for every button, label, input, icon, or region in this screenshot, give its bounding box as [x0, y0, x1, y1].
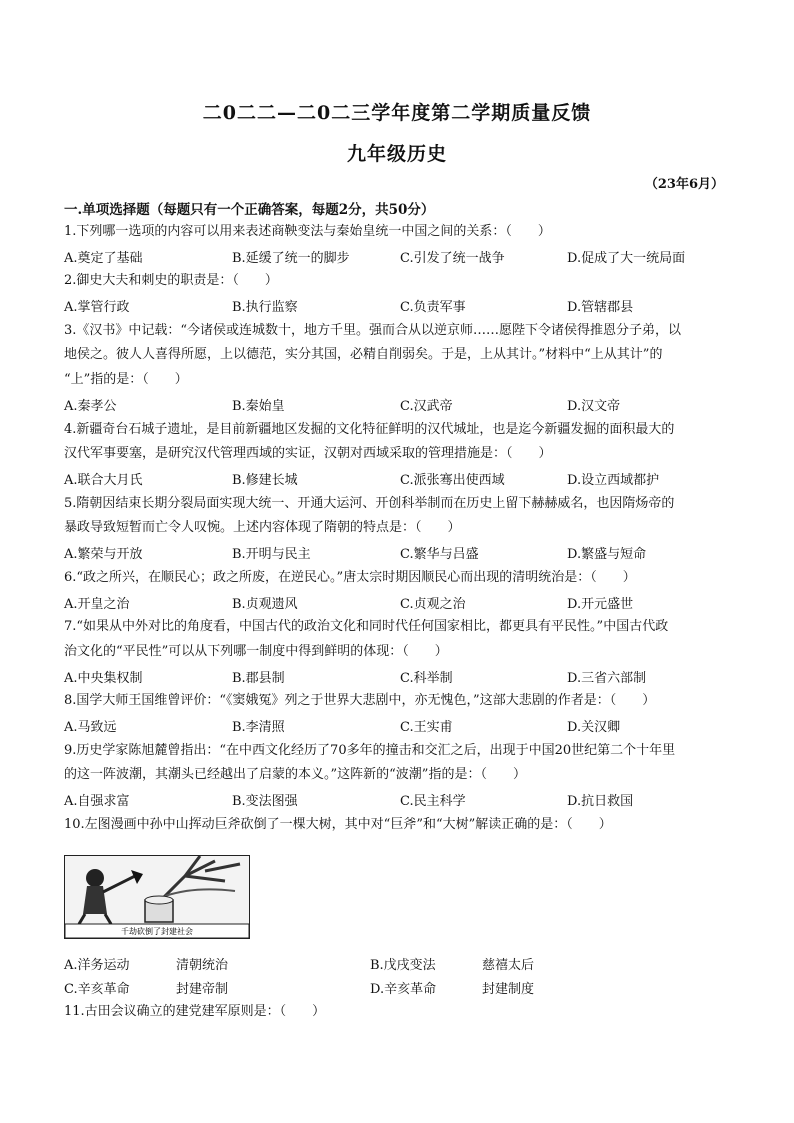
question-7-line-2: 治文化的“平民性”可以从下列哪一制度中得到鲜明的体现：（ ） — [64, 644, 448, 659]
section-heading: 一.单项选择题（每题只有一个正确答案，每题2分，共50分） — [64, 202, 435, 218]
question-8-option-d[interactable]: D.关汉卿 — [567, 720, 621, 735]
q10-option-d-detail: 封建制度 — [482, 982, 535, 997]
question-7-option-d[interactable]: D.三省六部制 — [567, 671, 647, 686]
q10-option-b-detail: 慈禧太后 — [482, 958, 535, 973]
question-6-option-d[interactable]: D.开元盛世 — [567, 597, 634, 612]
question-4-option-b[interactable]: B.修建长城 — [232, 473, 298, 488]
question-6-option-c[interactable]: C.贞观之治 — [400, 597, 466, 612]
question-8-line-1: 8.国学大师王国维曾评价：“《窦娥冤》列之于世界大悲剧中，亦无愧色，”这部大悲剧的作者是：（ ） — [64, 693, 656, 708]
question-3-line-1: 3.《汉书》中记载：“今诸侯或连城数十，地方千里。强而合从以逆京师……愿陛下令诸侯得推恩分子弟，以 — [64, 323, 682, 338]
question-7-option-c[interactable]: C.科举制 — [400, 671, 453, 686]
question-2-option-b[interactable]: B.执行监察 — [232, 300, 298, 315]
question-3-option-d[interactable]: D.汉文帝 — [567, 399, 621, 414]
question-4-option-a[interactable]: A.联合大月氏 — [64, 473, 143, 488]
question-1-option-a[interactable]: A.奠定了基础 — [64, 251, 143, 266]
question-4-line-1: 4.新疆奇台石城子遗址，是目前新疆地区发掘的文化特征鲜明的汉代城址，也是迄今新疆发掘的面积最大的 — [64, 422, 675, 437]
question-10-line-1: 10.左图漫画中孙中山挥动巨斧砍倒了一棵大树，其中对“巨斧”和“大树”解读正确的是：（ ） — [64, 817, 612, 832]
question-9-line-1: 9.历史学家陈旭麓曾指出：“在中西文化经历了70多年的撞击和交汇之后，出现于中国20世纪第二个十年里 — [64, 743, 676, 758]
question-3-option-c[interactable]: C.汉武帝 — [400, 399, 453, 414]
question-7-option-a[interactable]: A.中央集权制 — [64, 671, 143, 686]
exam-title: 二0二二—二0二三学年度第二学期质量反馈 — [202, 102, 592, 124]
question-9-line-2: 的这一阵波潮，其潮头已经越出了启蒙的本义。”这阵新的“波潮”指的是：（ ） — [64, 767, 526, 782]
question-11: 11.古田会议确立的建党建军原则是：（ ） — [64, 1004, 326, 1019]
question-5-line-1: 5.隋朝因结束长期分裂局面实现大统一、开通大运河、开创科举制而在历史上留下赫赫威名，也因隋炀帝的 — [64, 496, 675, 511]
q10-option-d[interactable]: D.辛亥革命 — [370, 982, 437, 997]
question-2-option-d[interactable]: D.管辖郡县 — [567, 300, 634, 315]
question-5-option-c[interactable]: C.繁华与吕盛 — [400, 547, 479, 562]
question-8-option-c[interactable]: C.王实甫 — [400, 720, 453, 735]
cartoon-drawing — [65, 856, 249, 938]
question-9-option-b[interactable]: B.变法图强 — [232, 794, 298, 809]
question-5-option-d[interactable]: D.繁盛与短命 — [567, 547, 647, 562]
exam-date: （23年6月） — [644, 177, 724, 192]
q10-option-a-detail: 清朝统治 — [176, 958, 229, 973]
question-5-line-2: 暴政导致短暂而亡令人叹惋。上述内容体现了隋朝的特点是：（ ） — [64, 520, 461, 535]
question-1-option-d[interactable]: D.促成了大一统局面 — [567, 251, 686, 266]
question-9-option-c[interactable]: C.民主科学 — [400, 794, 466, 809]
q10-option-c[interactable]: C.辛亥革命 — [64, 982, 130, 997]
question-3-option-a[interactable]: A.秦孝公 — [64, 399, 117, 414]
question-5-option-a[interactable]: A.繁荣与开放 — [64, 547, 143, 562]
question-2-option-a[interactable]: A.掌管行政 — [64, 300, 130, 315]
question-1-line-1: 1.下列哪一选项的内容可以用来表述商鞅变法与秦始皇统一中国之间的关系：（ ） — [64, 224, 551, 239]
exam-subtitle: 九年级历史 — [346, 143, 447, 165]
question-4-line-2: 汉代军事要塞，是研究汉代管理西域的实证，汉朝对西域采取的管理措施是：（ ） — [64, 446, 552, 461]
question-3-option-b[interactable]: B.秦始皇 — [232, 399, 285, 414]
q10-option-a[interactable]: A.洋务运动 — [64, 958, 130, 973]
question-2-option-c[interactable]: C.负责军事 — [400, 300, 466, 315]
cartoon-caption: 千劫砍倒了封建社会 — [121, 927, 193, 936]
question-1-option-b[interactable]: B.延缓了统一的脚步 — [232, 251, 350, 266]
question-4-option-d[interactable]: D.设立西域都护 — [567, 473, 660, 488]
question-3-line-3: “上”指的是：（ ） — [64, 372, 188, 387]
question-7-line-1: 7.“如果从中外对比的角度看，中国古代的政治文化和同时代任何国家相比，都更具有平民性。”中国古代政 — [64, 619, 669, 634]
question-7-option-b[interactable]: B.郡县制 — [232, 671, 285, 686]
question-3-line-2: 地侯之。彼人人喜得所愿，上以德范，实分其国，必精自削弱矣。于是，上从其计。”材料中“上从其计”的 — [64, 347, 663, 362]
question-9-option-a[interactable]: A.自强求富 — [64, 794, 130, 809]
question-1-option-c[interactable]: C.引发了统一战争 — [400, 251, 505, 266]
question-6-line-1: 6.“政之所兴，在顺民心；政之所废，在逆民心。”唐太宗时期因顺民心而出现的清明统治是：（ ） — [64, 570, 636, 585]
cartoon-image — [64, 855, 250, 939]
question-2-line-1: 2.御史大夫和刺史的职责是：（ ） — [64, 273, 278, 288]
question-8-option-b[interactable]: B.李清照 — [232, 720, 285, 735]
question-6-option-b[interactable]: B.贞观遗风 — [232, 597, 298, 612]
question-6-option-a[interactable]: A.开皇之治 — [64, 597, 130, 612]
question-4-option-c[interactable]: C.派张骞出使西域 — [400, 473, 505, 488]
q10-option-b[interactable]: B.戊戌变法 — [370, 958, 436, 973]
question-8-option-a[interactable]: A.马致远 — [64, 720, 117, 735]
question-9-option-d[interactable]: D.抗日救国 — [567, 794, 634, 809]
question-5-option-b[interactable]: B.开明与民主 — [232, 547, 311, 562]
q10-option-c-detail: 封建帝制 — [176, 982, 229, 997]
